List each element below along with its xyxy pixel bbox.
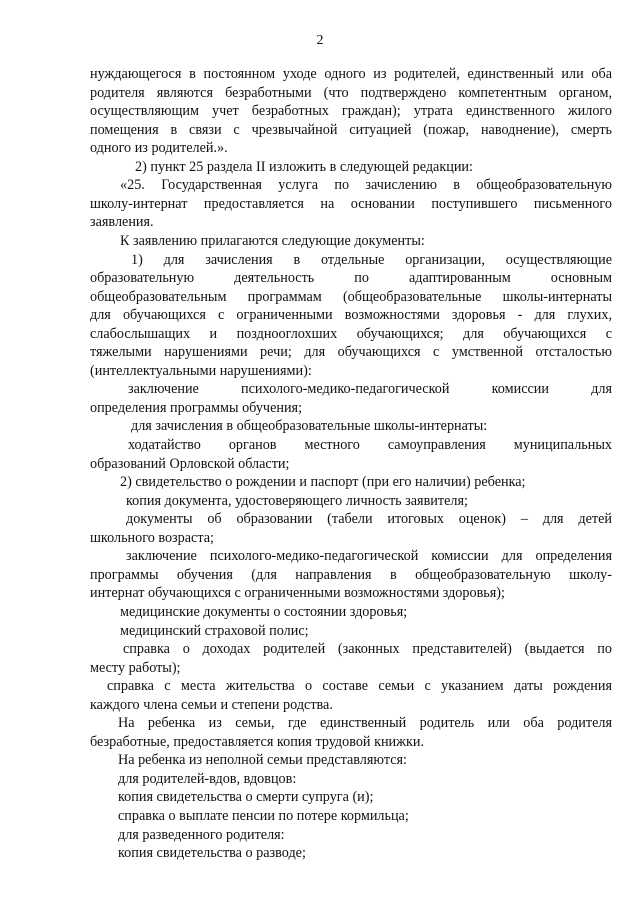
text-line: заявления. bbox=[90, 214, 154, 231]
text-line: для родителей-вдов, вдовцов: bbox=[118, 770, 297, 787]
text-line: школьного возраста; bbox=[90, 529, 214, 546]
text-line: для разведенного родителя: bbox=[118, 826, 285, 843]
text-line: ходатайство органов местного самоуправления муниципальных bbox=[128, 437, 612, 453]
text-line: для зачисления в общеобразовательные школы-интернаты: bbox=[131, 418, 488, 435]
text-line: медицинский страховой полис; bbox=[120, 622, 309, 639]
text-line: одного из родителей.». bbox=[90, 140, 228, 157]
text-line: документы об образовании (табели итоговых оценок) – для детей bbox=[126, 511, 612, 528]
text-line: К заявлению прилагаются следующие документы: bbox=[120, 232, 425, 249]
text-line: интернат обучающихся с ограниченными возможностями здоровья); bbox=[90, 585, 505, 602]
text-line: осуществляющим учет безработных граждан); утрата единственного жилого bbox=[90, 103, 612, 120]
text-line: безработные, предоставляется копия трудовой книжки. bbox=[90, 733, 424, 750]
text-line: для обучающихся с ограниченными возможностями здоровья - для глухих, bbox=[90, 307, 612, 324]
text-line: нуждающегося в постоянном уходе одного из родителей, единственный или оба bbox=[90, 66, 612, 82]
text-line: копия документа, удостоверяющего личность заявителя; bbox=[126, 492, 468, 509]
text-line: медицинские документы о состоянии здоровья; bbox=[120, 603, 408, 620]
text-line: месту работы); bbox=[90, 659, 181, 676]
text-line: помещения в связи с чрезвычайной ситуацией (пожар, наводнение), смерть bbox=[90, 121, 612, 138]
text-line: копия свидетельства о смерти супруга (и); bbox=[118, 789, 374, 806]
text-line: заключение психолого-медико-педагогической комиссии для bbox=[128, 381, 612, 398]
text-line: каждого члена семьи и степени родства. bbox=[90, 696, 333, 713]
text-line: слабослышащих и позднооглохших обучающихся; для обучающихся с bbox=[90, 325, 612, 342]
text-line: На ребенка из семьи, где единственный родитель или оба родителя bbox=[118, 715, 612, 732]
text-line: копия свидетельства о разводе; bbox=[118, 845, 306, 862]
text-line: 1) для зачисления в отдельные организации, осуществляющие bbox=[131, 251, 612, 268]
text-line: На ребенка из неполной семьи представляются: bbox=[118, 752, 407, 769]
text-line: (интеллектуальными нарушениями): bbox=[90, 362, 312, 379]
text-line: общеобразовательным программам (общеобразовательные школы-интернаты bbox=[90, 288, 612, 305]
text-line: тяжелыми нарушениями речи; для обучающихся с умственной отсталостью bbox=[90, 344, 612, 361]
text-line: образований Орловской области; bbox=[90, 455, 290, 472]
text-line: программы обучения (для направления в общеобразовательную школу- bbox=[90, 566, 612, 583]
text-line: «25. Государственная услуга по зачислению в общеобразовательную bbox=[120, 177, 612, 194]
text-line: справка о доходах родителей (законных представителей) (выдается по bbox=[123, 641, 612, 658]
text-line: определения программы обучения; bbox=[90, 399, 303, 416]
text-line: школу-интернат предоставляется на основании поступившего письменного bbox=[90, 195, 612, 212]
text-line: справка с места жительства о составе семьи с указанием даты рождения bbox=[107, 678, 612, 695]
text-line: 2) свидетельство о рождении и паспорт (при его наличии) ребенка; bbox=[120, 474, 526, 491]
text-line: 2) пункт 25 раздела II изложить в следующей редакции: bbox=[135, 158, 473, 175]
text-line: образовательную деятельность по адаптированным основным bbox=[90, 270, 612, 287]
text-line: заключение психолого-медико-педагогической комиссии для определения bbox=[126, 548, 612, 565]
text-line: родителя являются безработными (что подтверждено компетентным органом, bbox=[90, 84, 612, 101]
page-number: 2 bbox=[316, 33, 324, 48]
text-line: справка о выплате пенсии по потере кормильца; bbox=[118, 808, 409, 824]
